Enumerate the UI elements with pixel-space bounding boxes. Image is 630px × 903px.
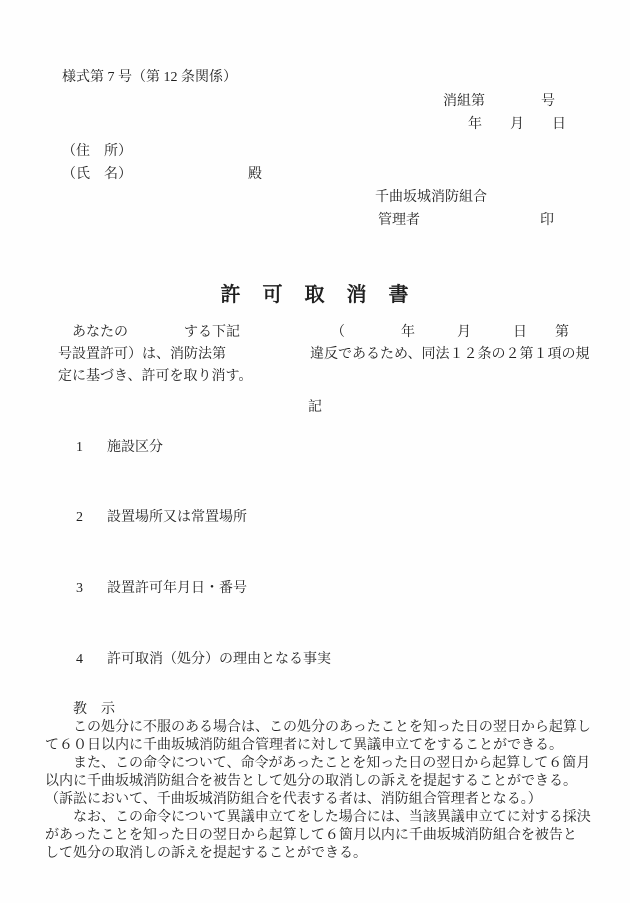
kyoji-line: して処分の取消しの訴えを提起することができる。 <box>45 846 367 861</box>
list-item-1 <box>62 420 163 472</box>
list-item-4 <box>62 632 331 684</box>
list-item-2 <box>62 490 247 542</box>
item-label: 施設区分 <box>107 440 163 455</box>
kyoji-line: この処分に不服のある場合は、この処分のあったことを知った日の翌日から起算し <box>45 720 591 735</box>
name-label: （氏 名） <box>62 167 132 182</box>
item-label: 許可取消（処分）の理由となる事実 <box>107 652 331 667</box>
kyoji-line: なお、この命令について異議申立てをした場合には、当該異議申立てに対する採決 <box>45 810 591 825</box>
honorific-dono: 殿 <box>248 167 262 182</box>
document-title: 許 可 取 消 書 <box>220 284 410 306</box>
body-line: 定に基づき、許可を取り消す。 <box>58 369 253 384</box>
kyoji-heading: 教 示 <box>45 702 115 717</box>
ki-marker: 記 <box>308 400 322 415</box>
item-number: 2 <box>76 510 83 525</box>
body-line: あなたの する下記 （ 年 月 日 第 <box>58 325 569 340</box>
item-label: 設置場所又は常置場所 <box>107 510 247 525</box>
item-label: 設置許可年月日・番号 <box>107 581 247 596</box>
kyoji-line: （訴訟において、千曲坂城消防組合を代表する者は、消防組合管理者となる。） <box>45 792 542 807</box>
kyoji-line: て６０日以内に千曲坂城消防組合管理者に対して異議申立てをすることができる。 <box>45 738 563 753</box>
date-line: 年 月 日 <box>468 117 566 132</box>
item-number: 1 <box>76 440 83 455</box>
item-number: 3 <box>76 581 83 596</box>
body-paragraph <box>58 322 589 388</box>
kyoji-paragraphs <box>45 719 593 863</box>
manager-label: 管理者 <box>378 213 420 228</box>
doc-number-line: 消組第 号 <box>443 94 555 109</box>
address-label: （住 所） <box>62 144 132 159</box>
item-number: 4 <box>76 652 83 667</box>
organization-name: 千曲坂城消防組合 <box>375 190 487 205</box>
kyoji-line: 以内に千曲坂城消防組合を被告として処分の取消しの訴えを提起することができる。 <box>45 774 577 789</box>
kyoji-line: があったことを知った日の翌日から起算して６箇月以内に千曲坂城消防組合を被告と <box>45 828 577 843</box>
body-line: 号設置許可）は、消防法第 違反であるため、同法１２条の２第１項の規 <box>58 347 590 362</box>
list-item-3 <box>62 561 247 613</box>
form-number-note: 様式第 7 号（第 12 条関係） <box>62 70 237 85</box>
seal-mark: 印 <box>540 213 554 228</box>
kyoji-line: また、この命令について、命令があったことを知った日の翌日から起算して６箇月 <box>45 756 591 771</box>
